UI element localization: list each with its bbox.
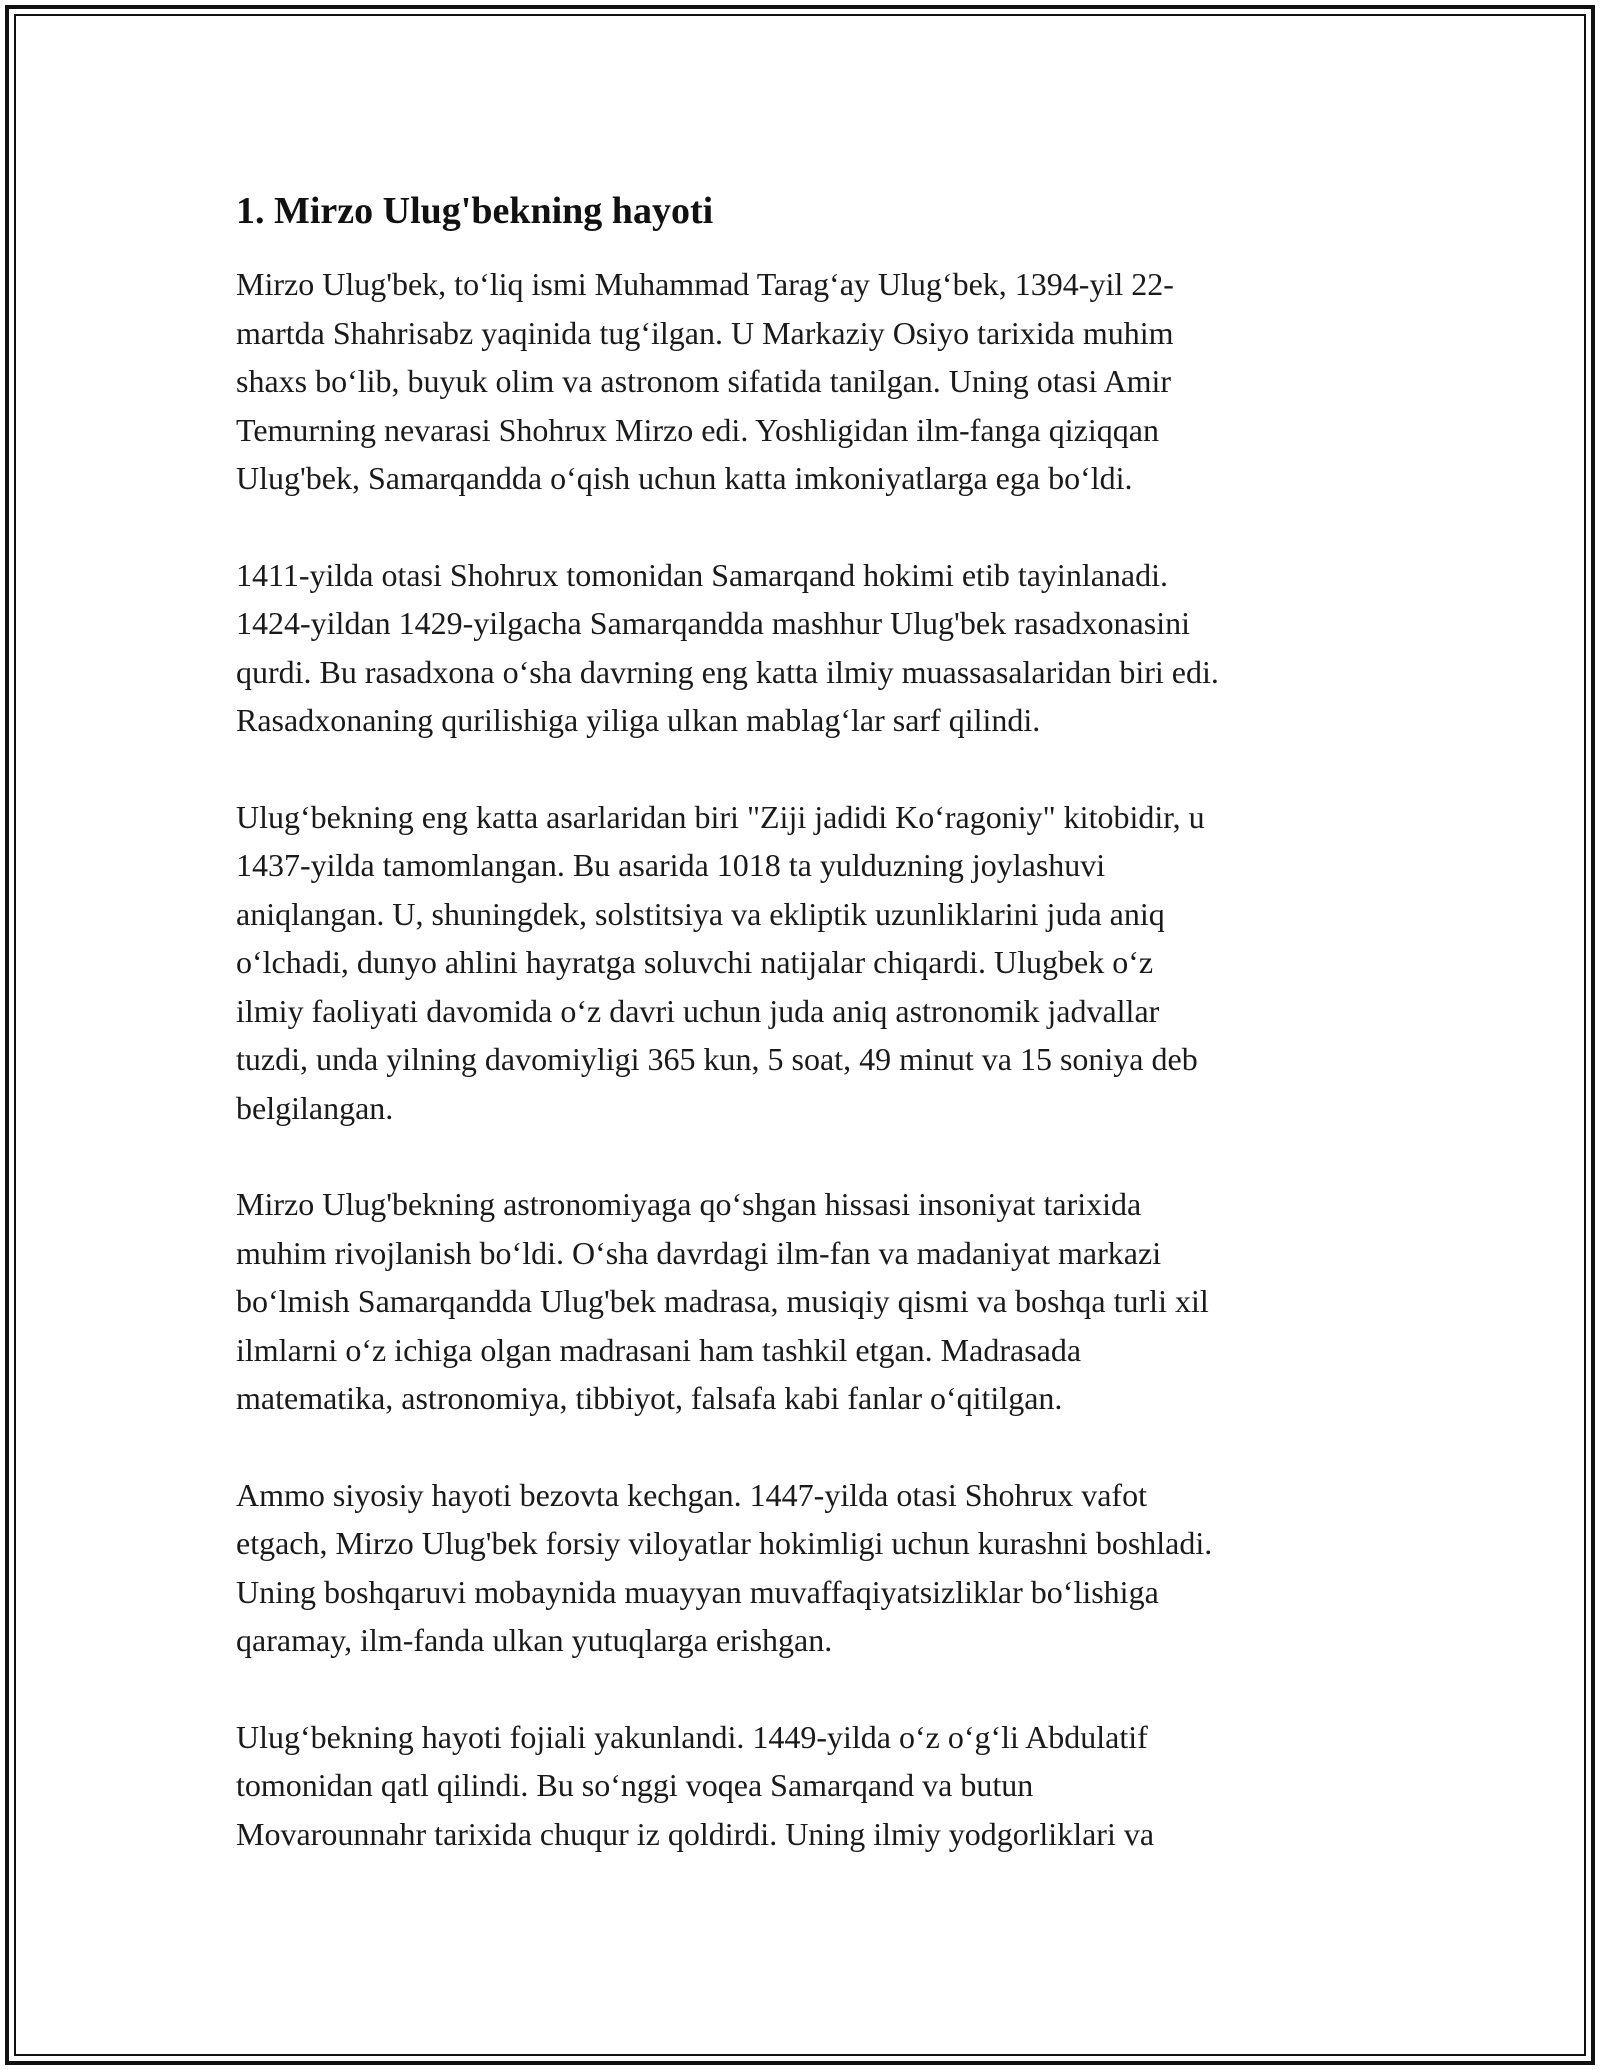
paragraph-3: Ulug‘bekning eng katta asarlaridan biri "Ziji jadidi Ko‘ragoniy" kitobidir, u 1437-yilda tamomlangan. Bu asarida 1018 ta yulduzning joylashuvi aniqlangan. U, shuningdek, solstitsiya va ekliptik uzunliklarini juda aniq o‘lchadi, dunyo ahlini hayratga soluvchi natijalar chiqardi. Ulugbek o‘z ilmiy faoliyati davomida o‘z davri uchun juda aniq astronomik jadvallar tuzdi, unda yilning davomiyligi 365 kun, 5 soat, 49 minut va 15 soniya deb belgilangan. (236, 798, 1205, 1126)
paragraph-5: Ammo siyosiy hayoti bezovta kechgan. 1447-yilda otasi Shohrux vafot etgach, Mirzo Ulug'bek forsiy viloyatlar hokimligi uchun kurashni boshladi. Uning boshqaruvi mobaynida muayyan muvaffaqiyatsizliklar bo‘lishiga qaramay, ilm-fanda ulkan yutuqlarga erishgan. (236, 1476, 1213, 1658)
document-body (236, 186, 1366, 1858)
paragraph-4: Mirzo Ulug'bekning astronomiyaga qo‘shgan hissasi insoniyat tarixida muhim rivojlanish bo‘ldi. O‘sha davrdagi ilm-fan va madaniyat markazi bo‘lmish Samarqandda Ulug'bek madrasa, musiqiy qismi va boshqa turli xil ilmlarni o‘z ichiga olgan madrasani ham tashkil etgan. Madrasada matematika, astronomiya, tibbiyot, falsafa kabi fanlar o‘qitilgan. (236, 1186, 1209, 1416)
paragraph-6: Ulug‘bekning hayoti fojiali yakunlandi. 1449-yilda o‘z o‘g‘li Abdulatif tomonidan qatl qilindi. Bu so‘nggi voqea Samarqand va butun Movarounnahr tarixida chuqur iz qoldirdi. Uning ilmiy yodgorliklari va (236, 1718, 1155, 1852)
paragraph-2: 1411-yilda otasi Shohrux tomonidan Samarqand hokimi etib tayinlanadi. 1424-yildan 1429-yilgacha Samarqandda mashhur Ulug'bek rasadxonasini qurdi. Bu rasadxona o‘sha davrning eng katta ilmiy muassasalaridan biri edi. Rasadxonaning qurilishiga yiliga ulkan mablag‘lar sarf qilindi. (236, 556, 1219, 738)
section-heading: 1. Mirzo Ulug'bekning hayoti (236, 190, 714, 232)
paragraph-1: Mirzo Ulug'bek, to‘liq ismi Muhammad Tarag‘ay Ulug‘bek, 1394-yil 22- martda Shahrisabz yaqinida tug‘ilgan. U Markaziy Osiyo tarixida muhim shaxs bo‘lib, buyuk olim va astronom sifatida tanilgan. Uning otasi Amir Temurning nevarasi Shohrux Mirzo edi. Yoshligidan ilm-fanga qiziqqan Ulug'bek, Samarqandda o‘qish uchun katta imkoniyatlarga ega bo‘ldi. (236, 266, 1174, 496)
